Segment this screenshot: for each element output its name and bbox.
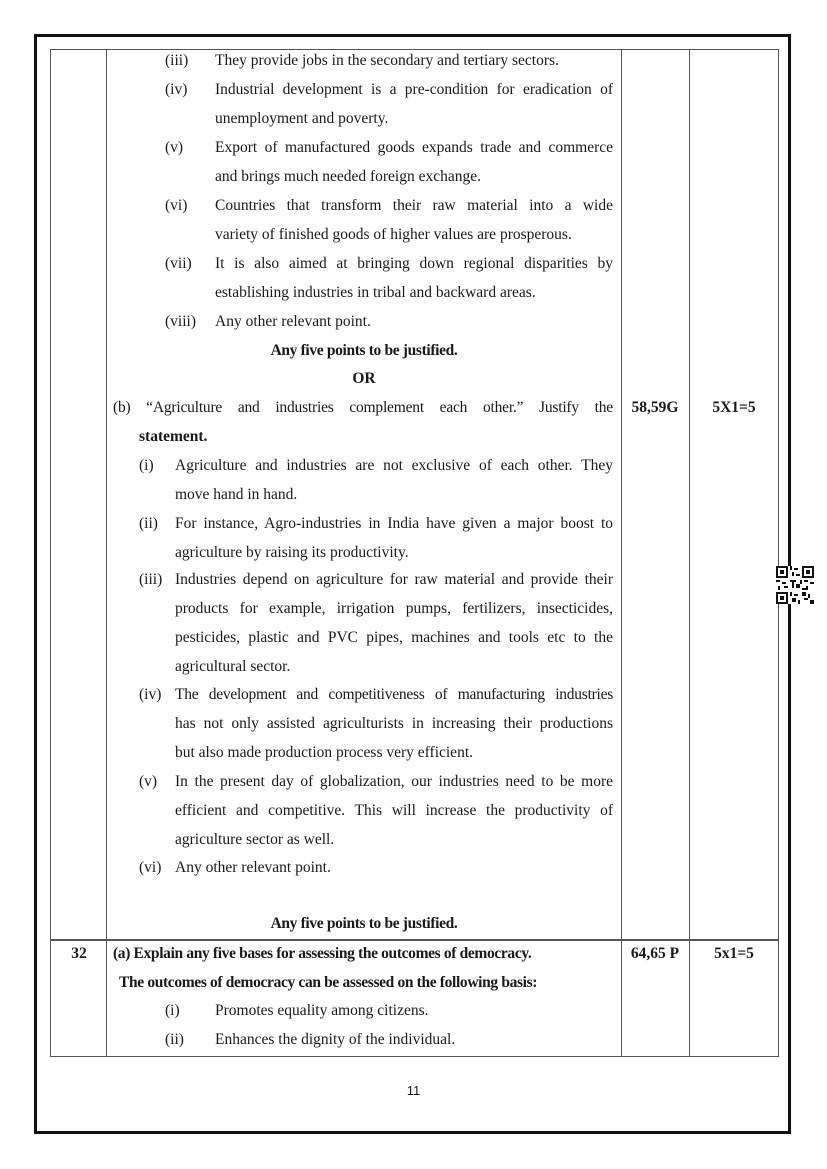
point-label: (vi) — [165, 197, 188, 214]
point-text: Promotes equality among citizens. — [215, 1002, 429, 1019]
question-number: 32 — [71, 945, 87, 962]
point-text: products for example, irrigation pumps, fertilizers, insecticides, — [175, 600, 613, 617]
col-divider-answer — [621, 50, 622, 1056]
part-b-marks: 5X1=5 — [712, 399, 756, 416]
point-label: (vii) — [165, 255, 192, 272]
part-b-note: Any five points to be justified. — [270, 915, 458, 932]
point-label: (iii) — [165, 52, 189, 69]
point-text: efficient and competitive. This will increase the productivity of — [175, 802, 613, 819]
point-text: Industries depend on agriculture for raw material and provide their — [175, 571, 613, 588]
point-text: Enhances the dignity of the individual. — [215, 1031, 456, 1048]
point-text: Any other relevant point. — [215, 313, 371, 330]
point-text: It is also aimed at bringing down regional disparities by — [215, 255, 613, 272]
or-divider-label: OR — [352, 370, 376, 387]
point-label: (iv) — [165, 81, 188, 98]
point-label: (vi) — [139, 859, 162, 876]
point-text: Industrial development is a pre-condition for eradication of — [215, 81, 613, 98]
q32-marks: 5x1=5 — [714, 945, 754, 962]
point-text: and brings much needed foreign exchange. — [215, 168, 481, 185]
page-number: 11 — [406, 1083, 421, 1098]
point-text: pesticides, plastic and PVC pipes, machines and tools etc to the — [175, 629, 613, 646]
part-b-question-cont: statement. — [139, 428, 208, 445]
point-text: has not only assisted agriculturists in increasing their productions — [175, 715, 613, 732]
col-divider-qno — [106, 50, 107, 1056]
point-text: Export of manufactured goods expands trade and commerce — [215, 139, 613, 156]
part-a-note: Any five points to be justified. — [270, 342, 458, 359]
point-text: agricultural sector. — [175, 658, 291, 675]
col-divider-ref — [689, 50, 690, 1056]
point-text: Countries that transform their raw material into a wide — [215, 197, 613, 214]
q32-intro: The outcomes of democracy can be assessed on the following basis: — [119, 974, 538, 991]
point-text: establishing industries in tribal and backward areas. — [215, 284, 536, 301]
point-label: (i) — [139, 457, 154, 474]
point-text: variety of finished goods of higher values are prosperous. — [215, 226, 572, 243]
point-label: (ii) — [139, 515, 158, 532]
point-text: For instance, Agro-industries in India have given a major boost to — [175, 515, 613, 532]
point-text: The development and competitiveness of manufacturing industries — [175, 686, 613, 703]
point-label: (v) — [139, 773, 158, 790]
point-text: agriculture sector as well. — [175, 831, 335, 848]
point-text: move hand in hand. — [175, 486, 298, 503]
point-label: (iii) — [139, 571, 163, 588]
point-label: (ii) — [165, 1031, 184, 1048]
part-b-reference: 58,59G — [631, 399, 679, 416]
point-text: unemployment and poverty. — [215, 110, 389, 127]
point-label: (v) — [165, 139, 184, 156]
point-label: (viii) — [165, 313, 196, 330]
part-b-question: (b) “Agriculture and industries complement each other.” Justify the — [113, 399, 613, 416]
point-text: In the present day of globalization, our industries need to be more — [175, 773, 613, 790]
row-divider-q32 — [51, 939, 778, 941]
q32-reference: 64,65 P — [630, 945, 680, 962]
point-text: They provide jobs in the secondary and tertiary sectors. — [215, 52, 559, 69]
point-text: Any other relevant point. — [175, 859, 331, 876]
q32-question: (a) Explain any five bases for assessing the outcomes of democracy. — [113, 945, 532, 962]
point-text: Agriculture and industries are not exclusive of each other. They — [175, 457, 613, 474]
point-text: agriculture by raising its productivity. — [175, 544, 409, 561]
point-label: (iv) — [139, 686, 162, 703]
point-label: (i) — [165, 1002, 180, 1019]
point-text: but also made production process very efficient. — [175, 744, 473, 761]
qr-code-icon — [776, 566, 814, 604]
